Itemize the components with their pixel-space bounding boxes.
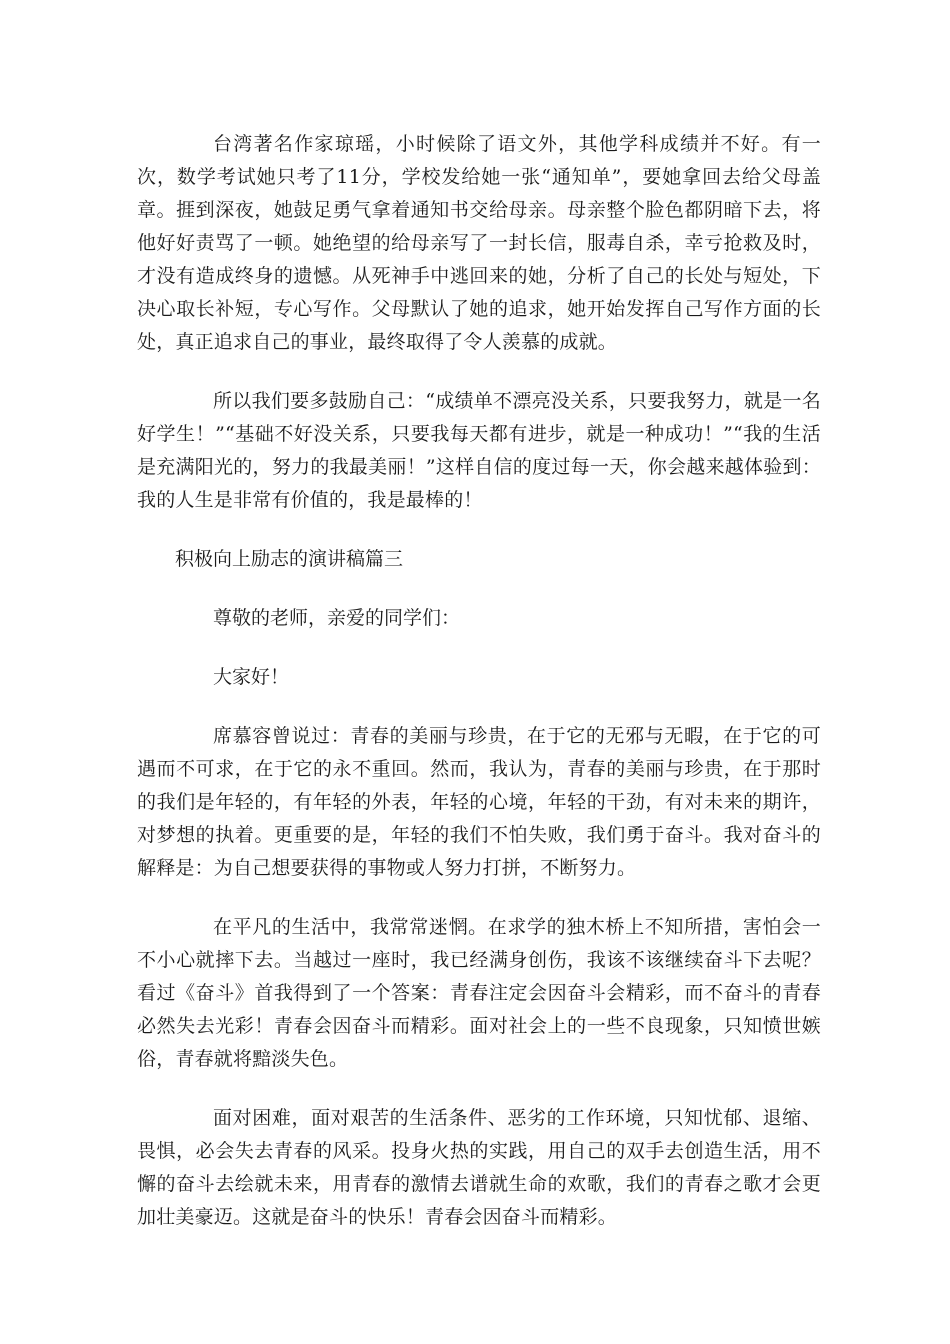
paragraph-ordinary-life: 在平凡的生活中，我常常迷惘。在求学的独木桥上不知所措，害怕会一不小心就摔下去。当越过一座时，我已经满身创伤，我该不该继续奋斗下去呢？看过《奋斗》首我得到了一个答案：青春注定会因奋斗会精彩，而不奋斗的青春必然失去光彩！青春会因奋斗而精彩。面对社会上的一些不良现象，只知愤世嫉俗，青春就将黯淡失色。 — [137, 916, 821, 1070]
greeting-line: 尊敬的老师，亲爱的同学们： — [213, 607, 461, 629]
document-page — [137, 128, 821, 1260]
paragraph-qiongyao-story: 台湾著名作家琼瑶，小时候除了语文外，其他学科成绩并不好。有一次，数学考试她只考了11分，学校发给她一张“通知单”，要她拿回去给父母盖章。捱到深夜，她鼓足勇气拿着通知书交给母亲。母亲整个脸色都阴暗下去，将他好好责骂了一顿。她绝望的给母亲写了一封长信，服毒自杀，幸亏抢救及时，才没有造成终身的遗憾。从死神手中逃回来的她，分析了自己的长处与短处，下决心取长补短，专心写作。父母默认了她的追求，她开始发挥自己写作方面的长处，真正追求自己的事业，最终取得了令人羡慕的成就。 — [137, 133, 821, 353]
hello-line: 大家好！ — [213, 666, 290, 688]
paragraph-facing-difficulty: 面对困难，面对艰苦的生活条件、恶劣的工作环境，只知忧郁、退缩、畏惧，必会失去青春的风采。投身火热的实践，用自己的双手去创造生活，用不懈的奋斗去绘就未来，用青春的激情去谱就生命的欢歌，我们的青春之歌才会更加壮美豪迈。这就是奋斗的快乐！青春会因奋斗而精彩。 — [137, 1107, 821, 1228]
section-heading: 积极向上励志的演讲稿篇三 — [175, 548, 404, 570]
paragraph-youth-beauty: 席慕容曾说过：青春的美丽与珍贵，在于它的无邪与无暇，在于它的可遇而不可求，在于它的永不重回。然而，我认为，青春的美丽与珍贵，在于那时的我们是年轻的，有年轻的外表，年轻的心境，年轻的干劲，有对未来的期许，对梦想的执着。更重要的是，年轻的我们不怕失败，我们勇于奋斗。我对奋斗的解释是：为自己想要获得的事物或人努力打拼，不断努力。 — [137, 725, 821, 879]
paragraph-encourage-yourself: 所以我们要多鼓励自己：“成绩单不漂亮没关系，只要我努力，就是一名好学生！”“基础不好没关系，只要我每天都有进步，就是一种成功！”“我的生活是充满阳光的，努力的我最美丽！”这样自信的度过每一天，你会越来越体验到：我的人生是非常有价值的，我是最棒的！ — [137, 390, 821, 511]
